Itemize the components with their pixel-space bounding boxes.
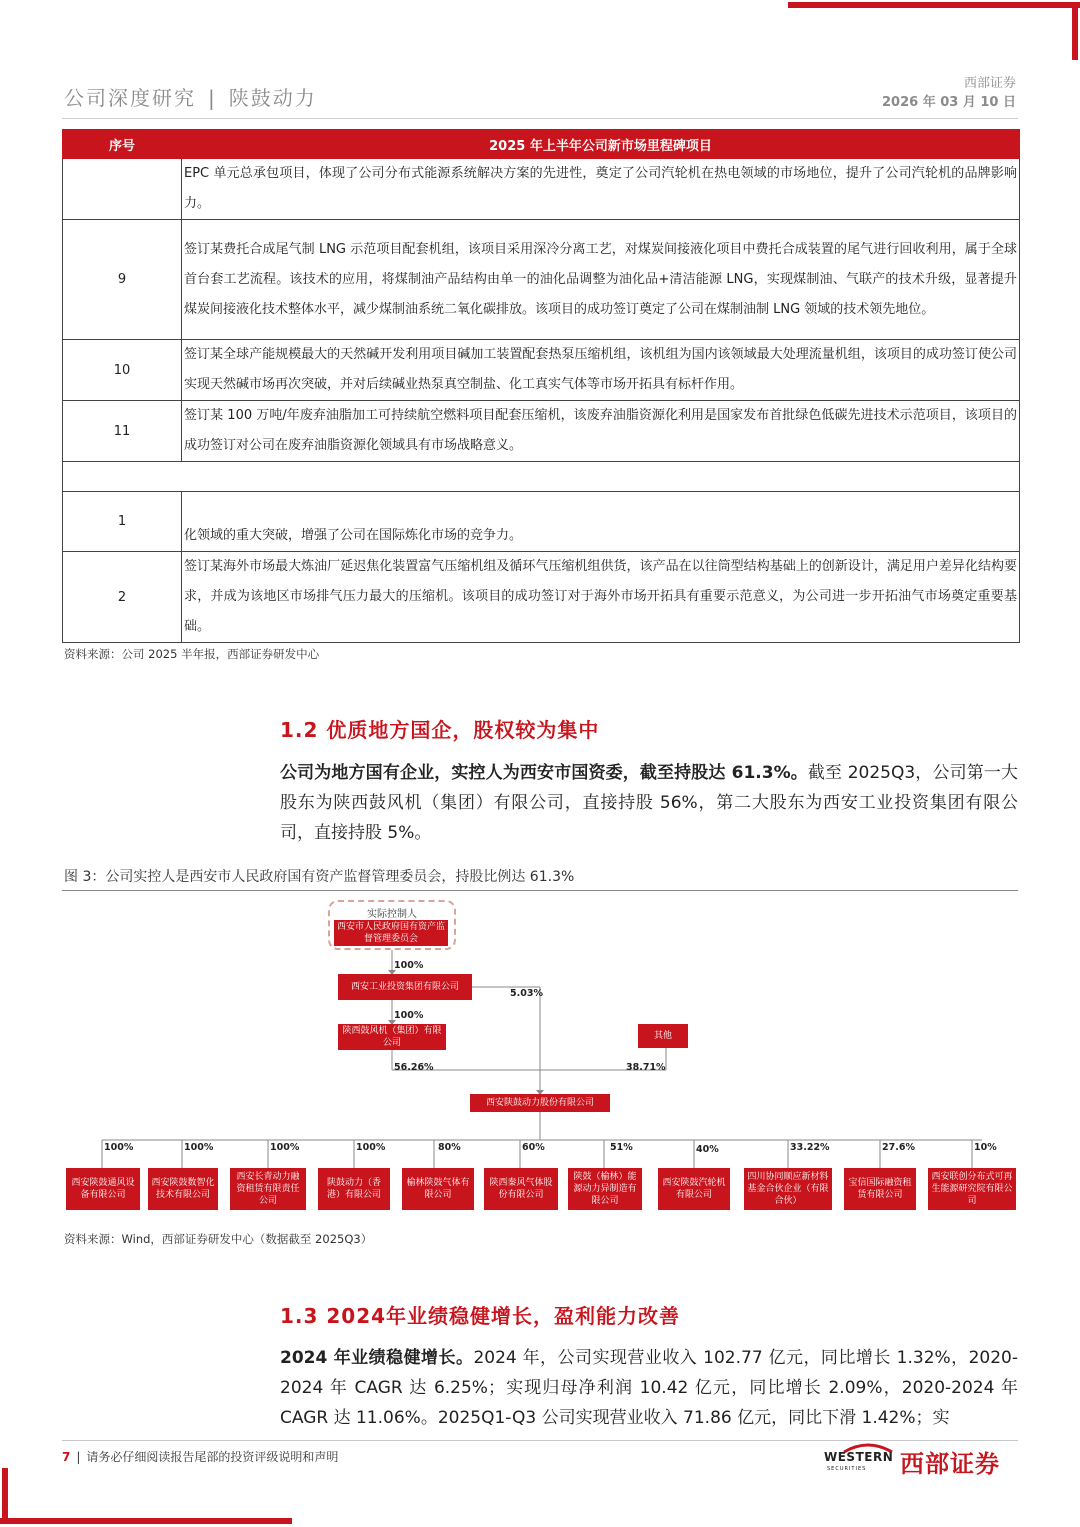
sub-pct: 100% — [104, 1142, 134, 1153]
corner-decoration-top — [788, 2, 1080, 8]
shareholder-shaangu-group-node: 陕西鼓风机（集团）有限公司 — [338, 1024, 446, 1050]
logo-cn-text: 西部证券 — [900, 1450, 1000, 1478]
other-shareholders-node: 其他 — [638, 1024, 688, 1048]
pct-l2-to-main: 56.26% — [394, 1062, 434, 1073]
subsidiary-node: 西安陕鼓数智化技术有限公司 — [148, 1168, 218, 1210]
sub-pct: 10% — [974, 1142, 997, 1153]
row-text: 签订某全球产能规模最大的天然碱开发利用项目碱加工装置配套热泵压缩机组，该机组为国内该领域最大处理流量机组，该项目的成功签订使公司实现天然碱市场再次突破，并对后续碱业热泵真空制盐、化工真实气体等市场开拓具有标杆作用。 — [182, 340, 1020, 401]
subsidiary-node: 陕西秦风气体股份有限公司 — [484, 1168, 558, 1210]
section-title-1-3: 1.3 2024年业绩稳健增长，盈利能力改善 — [280, 1304, 681, 1328]
logo-en-text: WESTERN — [824, 1450, 894, 1464]
section-1-2-paragraph — [280, 758, 1018, 848]
row-number: 9 — [63, 220, 182, 340]
pct-l1-to-main: 5.03% — [510, 988, 543, 999]
table-row — [63, 220, 1020, 340]
corner-decoration-bottom — [0, 1518, 292, 1524]
subsidiary-node: 陕鼓动力（香港）有限公司 — [318, 1168, 390, 1210]
subsidiary-node: 西安陕鼓汽轮机有限公司 — [658, 1168, 730, 1210]
row-number: 2 — [63, 552, 182, 643]
report-type: 公司深度研究 — [64, 86, 196, 110]
para-lead: 2024 年业绩稳健增长。 — [280, 1348, 474, 1368]
table-header-row — [63, 130, 1020, 159]
section-title-1-2: 1.2 优质地方国企，股权较为集中 — [280, 718, 600, 742]
subsidiary-node: 陕鼓（榆林）能源动力异制造有限公司 — [568, 1168, 642, 1210]
milestone-table — [62, 129, 1020, 643]
para-body: 截至 2025Q3，公司第一大股东为陕西鼓风机（集团）有限公司，直接持股 56%，第二大股东为西安工业投资集团有限公司，直接持股 5%。 — [280, 763, 1018, 843]
subsidiary-node: 四川协同顺应新材料基金合伙企业（有限合伙） — [744, 1168, 832, 1210]
pct-l1-to-l2: 100% — [394, 1010, 424, 1021]
controller-label: 实际控制人 — [352, 905, 432, 920]
footer-separator: | — [76, 1450, 81, 1464]
pct-ctrl-to-l1: 100% — [394, 960, 424, 971]
row-number: 1 — [63, 492, 182, 552]
corner-decoration-bottom-vertical — [2, 1468, 8, 1524]
western-securities-logo — [824, 1442, 1024, 1478]
sub-pct: 40% — [696, 1144, 719, 1155]
subsidiary-node: 西安陕鼓通风设备有限公司 — [66, 1168, 140, 1210]
para-body: 2024 年，公司实现营业收入 102.77 亿元，同比增长 1.32%，2020-2024 年 CAGR 达 6.25%；实现归母净利润 10.42 亿元，同比增长 2.09%，2020-2024 年 CAGR 达 11.06%。2025Q1-Q3 公司实现营业收入 71.86 亿元，同比下滑 1.42%；实 — [280, 1348, 1018, 1428]
row-text: 签订某 100 万吨/年废弃油脂加工可持续航空燃料项目配套压缩机，该废弃油脂资源化利用是国家发布首批绿色低碳先进技术示范项目，该项目的成功签订对公司在废弃油脂资源化领域具有市场战略意义。 — [182, 401, 1020, 462]
subsidiary-node: 西安联创分布式可再生能源研究院有限公司 — [928, 1168, 1016, 1210]
row-blank — [63, 462, 1020, 492]
footer-divider — [62, 1440, 1018, 1441]
table-row — [63, 492, 1020, 552]
disclaimer-text: 请务必仔细阅读报告尾部的投资评级说明和声明 — [86, 1450, 339, 1464]
pct-other-to-main: 38.71% — [626, 1062, 666, 1073]
shareholder-xian-industrial-node: 西安工业投资集团有限公司 — [338, 974, 472, 1000]
col-header-title: 2025 年上半年公司新市场里程碑项目 — [182, 130, 1020, 159]
row-number: 11 — [63, 401, 182, 462]
report-header — [64, 82, 317, 111]
sub-pct: 100% — [184, 1142, 214, 1153]
subsidiary-node: 榆林陕鼓气体有限公司 — [402, 1168, 474, 1210]
controller-node: 西安市人民政府国有资产监督管理委员会 — [334, 920, 448, 946]
subsidiary-node: 宝信国际融资租赁有限公司 — [844, 1168, 916, 1210]
subsidiary-node: 西安长青动力融资租赁有限责任公司 — [230, 1168, 306, 1210]
sub-pct: 27.6% — [882, 1142, 915, 1153]
header-separator: | — [208, 86, 217, 110]
sub-pct: 100% — [270, 1142, 300, 1153]
figure-source: 资料来源：Wind，西部证券研发中心（数据截至 2025Q3） — [64, 1232, 373, 1246]
header-meta — [882, 74, 1016, 112]
row-text: 化领域的重大突破，增强了公司在国际炼化市场的竞争力。 — [182, 492, 1020, 552]
sub-pct: 80% — [438, 1142, 461, 1153]
sub-pct: 51% — [610, 1142, 633, 1153]
figure-title: 图 3：公司实控人是西安市人民政府国有资产监督管理委员会，持股比例达 61.3% — [64, 869, 575, 885]
main-company-node: 西安陕鼓动力股份有限公司 — [470, 1094, 610, 1112]
table-row — [63, 552, 1020, 643]
report-date: 2026 年 03 月 10 日 — [882, 95, 1016, 110]
logo-sub-text: SECURITIES — [827, 1466, 867, 1472]
row-number — [63, 159, 182, 220]
sub-pct: 33.22% — [790, 1142, 830, 1153]
section-1-3-paragraph — [280, 1343, 1018, 1433]
row-text: 签订某费托合成尾气制 LNG 示范项目配套机组，该项目采用深冷分离工艺，对煤炭间接液化项目中费托合成装置的尾气进行回收利用，属于全球首台套工艺流程。该技术的应用，将煤制油产品结构由单一的油化品调整为油化品+清洁能源 LNG，实现煤制油、气联产的技术升级，显著提升煤炭间接液化技术整体水平，减少煤制油系统二氧化碳排放。该项目的成功签订奠定了公司在煤制油制 LNG 领域的技术领先地位。 — [182, 220, 1020, 340]
header-divider — [62, 118, 1018, 119]
company-name: 陕鼓动力 — [228, 86, 317, 110]
table-row — [63, 340, 1020, 401]
sub-pct: 60% — [522, 1142, 545, 1153]
page-number: 7 — [62, 1450, 71, 1464]
table-row — [63, 159, 1020, 220]
para-lead: 公司为地方国有企业，实控人为西安市国资委，截至持股达 61.3%。 — [280, 763, 808, 783]
row-text: 签订某海外市场最大炼油厂延迟焦化装置富气压缩机组及循环气压缩机组供货，该产品在以往筒型结构基础上的创新设计，满足用户差异化结构要求，并成为该地区市场排气压力最大的压缩机。该项目的成功签订对于海外市场开拓具有重要示范意义，为公司进一步开拓油气市场奠定重要基础。 — [182, 552, 1020, 643]
footer-disclaimer — [62, 1448, 338, 1465]
col-header-no: 序号 — [63, 130, 182, 159]
sub-pct: 100% — [356, 1142, 386, 1153]
table-row — [63, 401, 1020, 462]
row-number: 10 — [63, 340, 182, 401]
table-row — [63, 462, 1020, 492]
figure-divider — [62, 890, 1018, 891]
broker-name: 西部证券 — [963, 76, 1016, 91]
corner-decoration-top-vertical — [1072, 2, 1078, 60]
ownership-chart — [62, 896, 1018, 1222]
table-source: 资料来源：公司 2025 半年报，西部证券研发中心 — [64, 647, 320, 661]
row-text: EPC 单元总承包项目，体现了公司分布式能源系统解决方案的先进性，奠定了公司汽轮机在热电领域的市场地位，提升了公司汽轮机的品牌影响力。 — [182, 159, 1020, 220]
